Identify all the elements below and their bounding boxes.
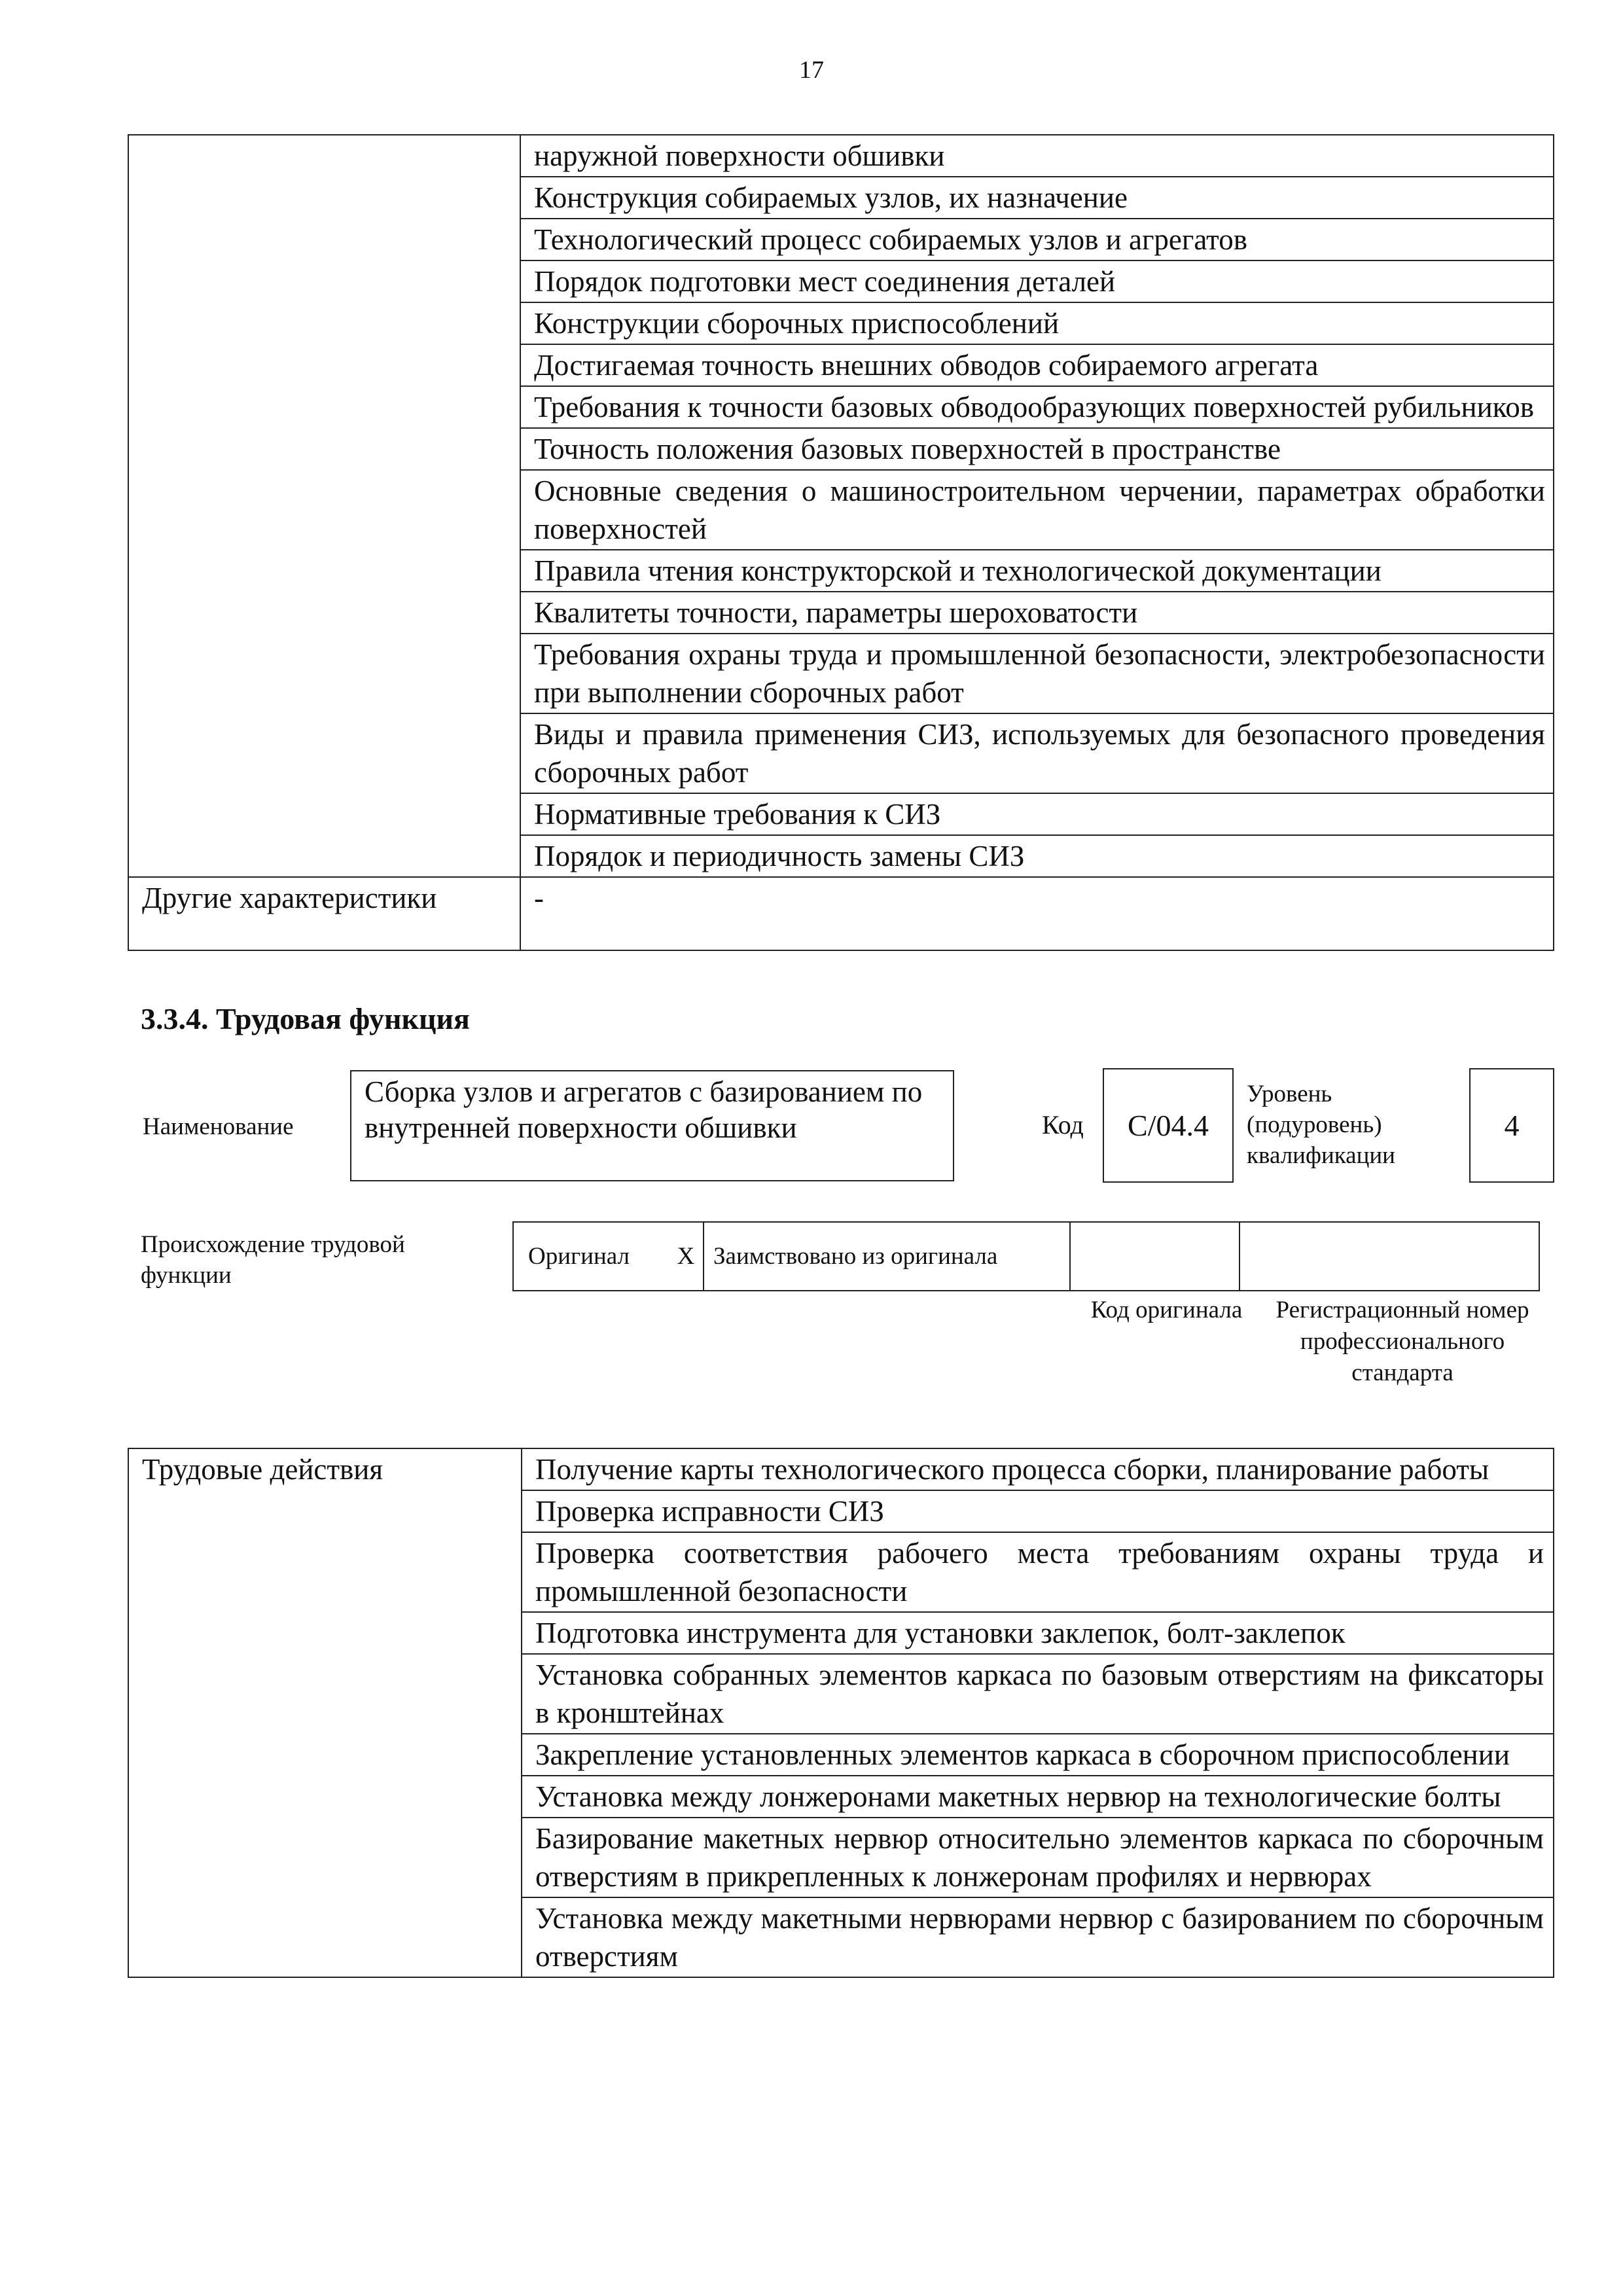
knowledge-item: Требования охраны труда и промышленной безопасности, электробезопасности при выполнении сборочных работ [520, 634, 1554, 713]
labor-action-item: Установка между лонжеронами макетных нервюр на технологические болты [522, 1776, 1554, 1818]
knowledge-item: Технологический процесс собираемых узлов и агрегатов [520, 219, 1554, 260]
knowledge-table [128, 134, 1554, 951]
labor-action-item: Получение карты технологического процесса сборки, планирование работы [522, 1448, 1554, 1490]
original-mark: Х [669, 1222, 704, 1291]
section-title: 3.3.4. Трудовая функция [141, 1002, 470, 1035]
other-characteristics-value: - [520, 877, 1554, 950]
labor-action-item: Подготовка инструмента для установки заклепок, болт-заклепок [522, 1612, 1554, 1654]
knowledge-item: Достигаемая точность внешних обводов собираемого агрегата [520, 344, 1554, 386]
knowledge-item: Правила чтения конструкторской и технологической документации [520, 550, 1554, 592]
table-row [128, 135, 1554, 177]
other-characteristics-label: Другие характеристики [128, 877, 520, 950]
knowledge-item: Нормативные требования к СИЗ [520, 793, 1554, 835]
knowledge-item: Точность положения базовых поверхностей в пространстве [520, 428, 1554, 470]
knowledge-item: Порядок подготовки мест соединения деталей [520, 260, 1554, 302]
knowledge-item: Конструкция собираемых узлов, их назначение [520, 177, 1554, 219]
function-code-box: С/04.4 [1103, 1068, 1234, 1183]
table-row [128, 1448, 1554, 1490]
knowledge-item: наружной поверхности обшивки [520, 135, 1554, 177]
knowledge-item: Квалитеты точности, параметры шероховатости [520, 592, 1554, 634]
labor-actions-table [128, 1448, 1554, 1978]
labor-action-item: Закрепление установленных элементов каркаса в сборочном приспособлении [522, 1734, 1554, 1776]
page-number: 17 [799, 56, 824, 84]
registration-number-cell [1240, 1222, 1539, 1291]
level-box: 4 [1469, 1068, 1554, 1183]
name-label: Наименование [143, 1113, 294, 1140]
knowledge-item: Порядок и периодичность замены СИЗ [520, 835, 1554, 877]
knowledge-item: Требования к точности базовых обводообразующих поверхностей рубильников [520, 386, 1554, 428]
original-code-cell [1070, 1222, 1240, 1291]
original-cell: Оригинал [513, 1222, 669, 1291]
labor-actions-label: Трудовые действия [128, 1448, 522, 1977]
labor-action-item: Установка собранных элементов каркаса по базовым отверстиям на фиксаторы в кронштейнах [522, 1654, 1554, 1734]
origin-label: Происхождение трудовой функции [141, 1231, 405, 1289]
original-code-caption: Код оригинала [1090, 1297, 1243, 1323]
knowledge-item: Виды и правила применения СИЗ, используемых для безопасного проведения сборочных работ [520, 713, 1554, 793]
origin-table [512, 1221, 1540, 1291]
function-name-box: Сборка узлов и агрегатов с базированием по внутренней поверхности обшивки [350, 1070, 954, 1181]
labor-action-item: Установка между макетными нервюрами нервюр с базированием по сборочным отверстиям [522, 1897, 1554, 1977]
code-label: Код [1042, 1110, 1084, 1139]
borrowed-cell: Заимствовано из оригинала [704, 1222, 1070, 1291]
knowledge-item: Конструкции сборочных приспособлений [520, 302, 1554, 344]
knowledge-item: Основные сведения о машиностроительном черчении, параметрах обработки поверхностей [520, 470, 1554, 550]
labor-action-item: Проверка соответствия рабочего места требованиям охраны труда и промышленной безопасности [522, 1532, 1554, 1612]
knowledge-label-cell [128, 135, 520, 877]
level-label: Уровень (подуровень) квалификации [1247, 1081, 1395, 1169]
registration-number-caption: Регистрационный номер профессионального стандарта [1275, 1297, 1529, 1386]
labor-action-item: Проверка исправности СИЗ [522, 1490, 1554, 1532]
table-row [128, 877, 1554, 950]
labor-action-item: Базирование макетных нервюр относительно элементов каркаса по сборочным отверстиям в прикрепленных к лонжеронам профилях и нервюрах [522, 1818, 1554, 1897]
